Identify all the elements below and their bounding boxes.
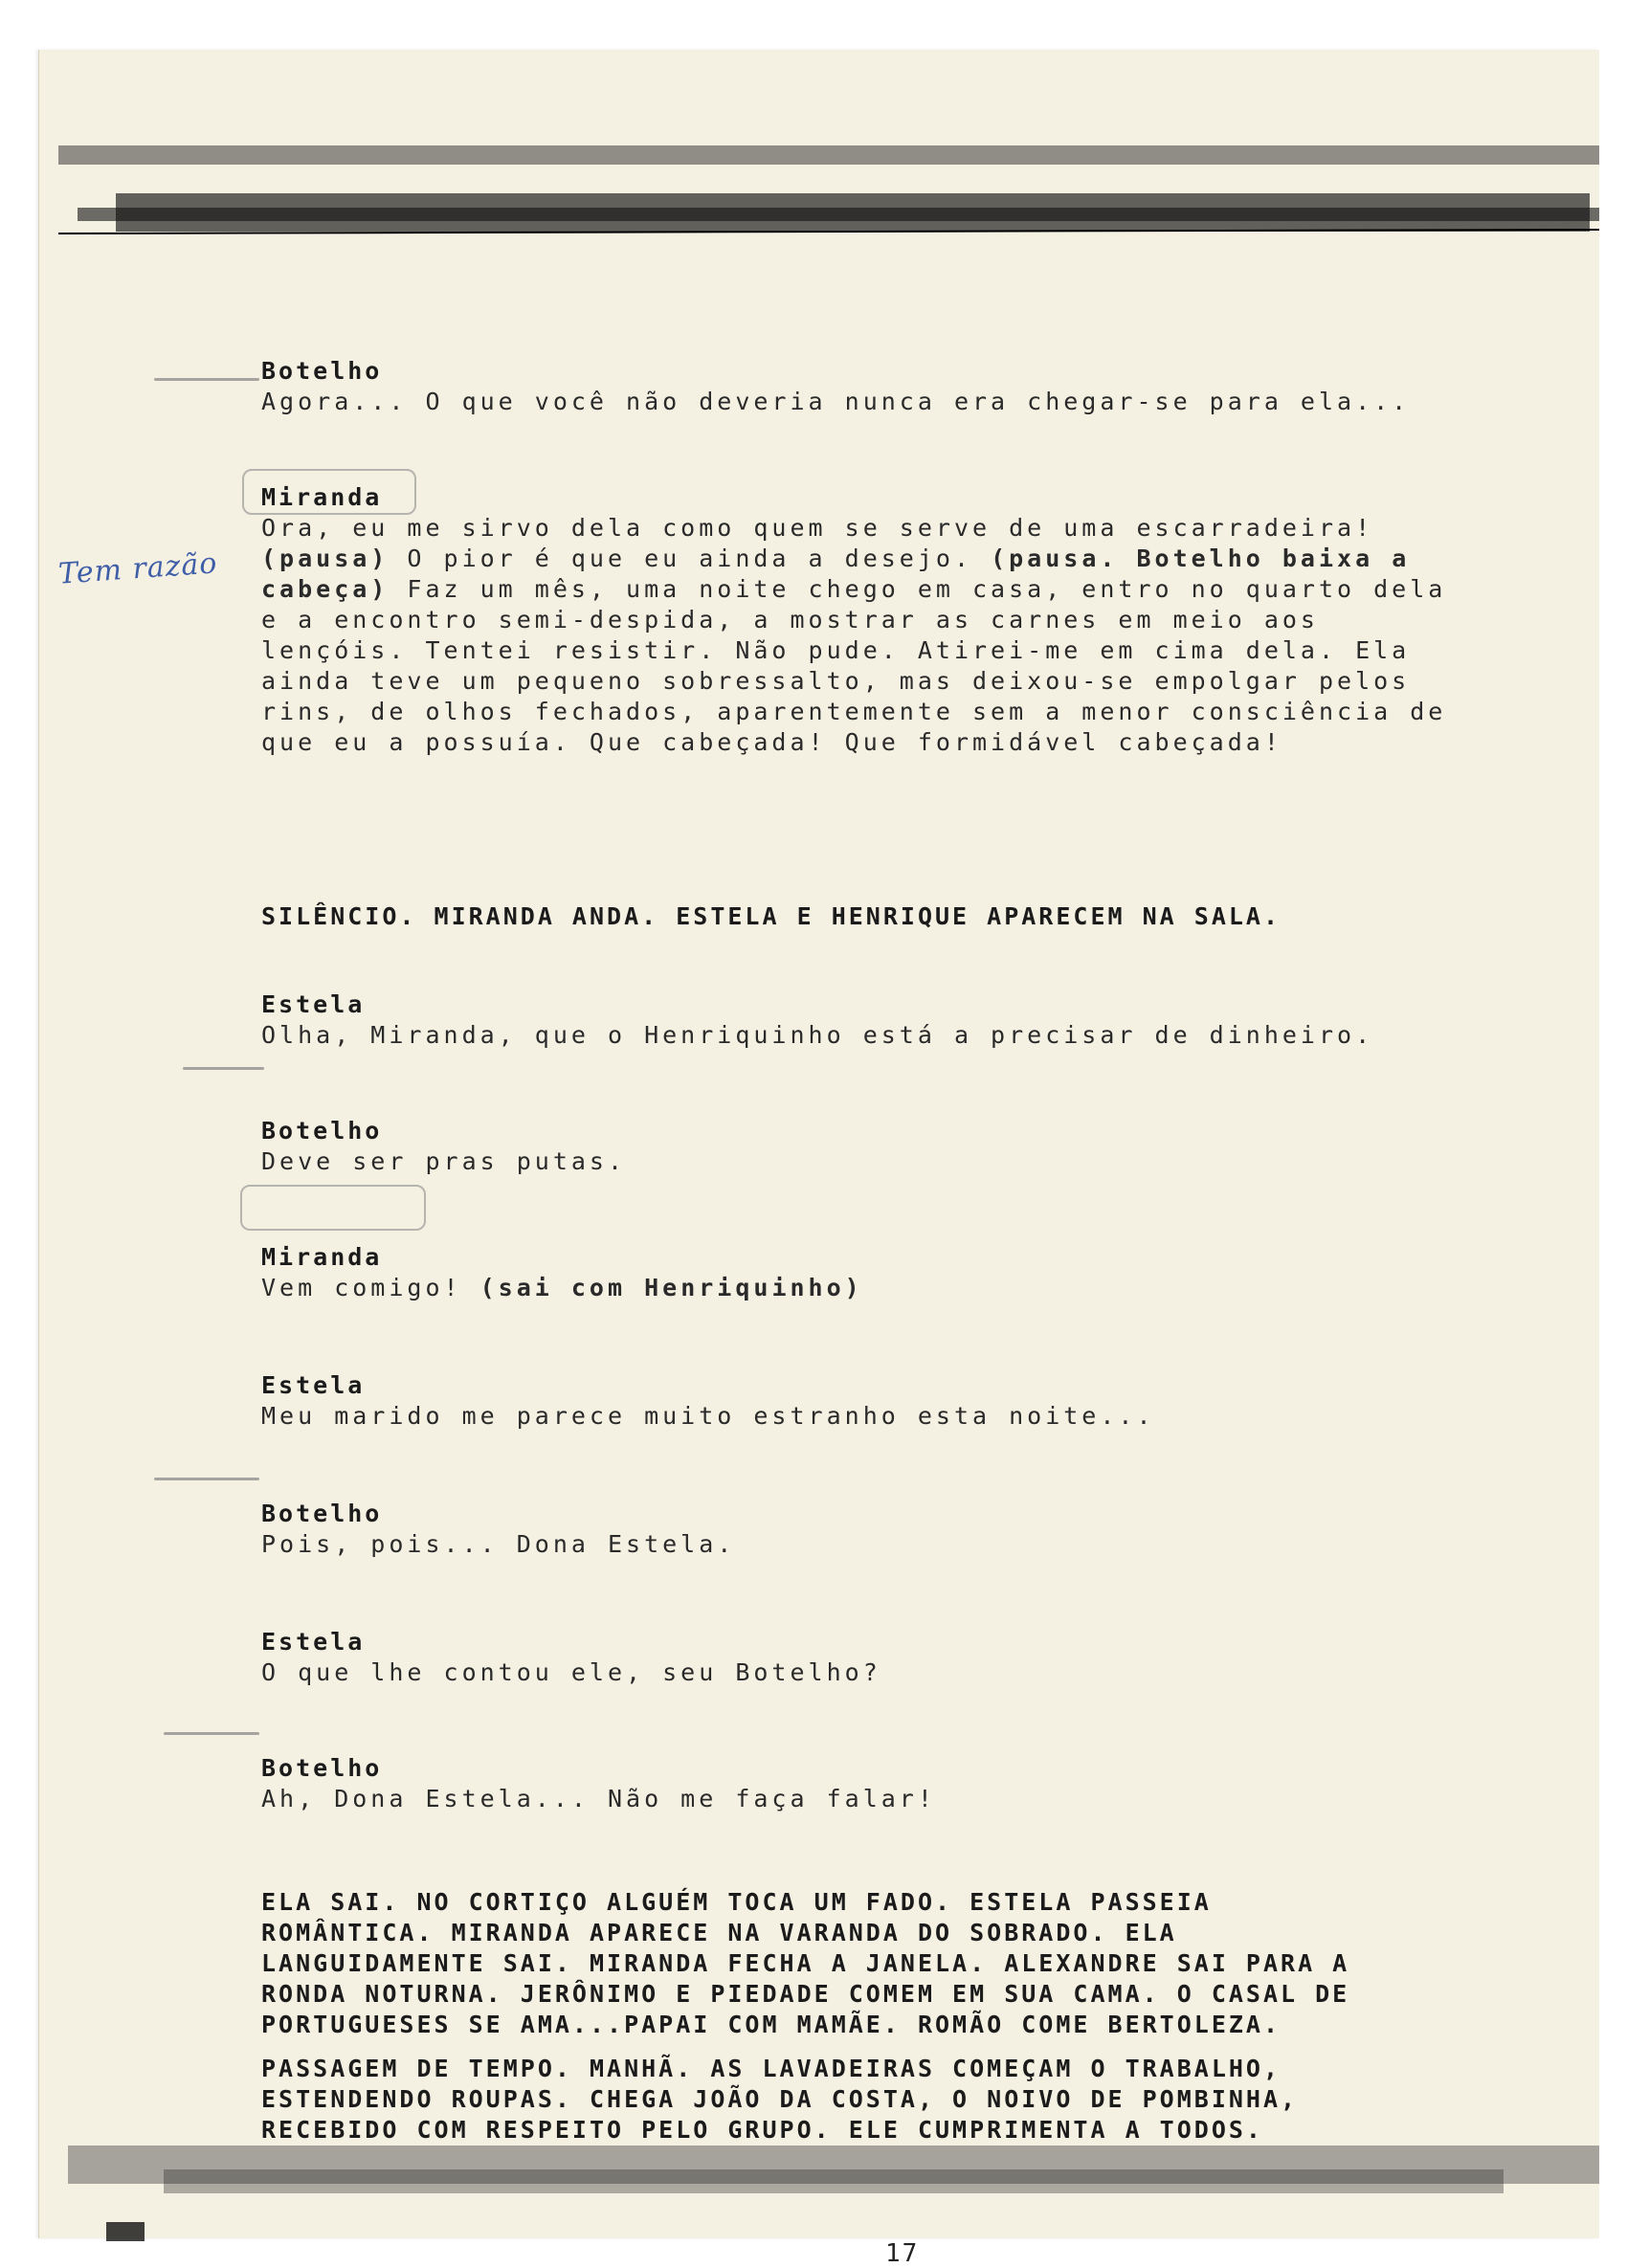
dialogue-block: [261, 356, 1553, 417]
stage-direction-line: PASSAGEM DE TEMPO. MANHÃ. AS LAVADEIRAS COMEÇAM O TRABALHO,: [261, 2055, 1282, 2082]
stage-direction-line: PORTUGUESES SE AMA...PAPAI COM MAMÃE. ROMÃO COME BERTOLEZA.: [261, 2011, 1282, 2038]
dialogue-line: [261, 574, 1553, 605]
dialogue-text: Vem comigo!: [261, 1274, 480, 1301]
dialogue-line: Agora... O que você não deveria nunca era chegar-se para ela...: [261, 388, 1411, 415]
dialogue-line: ainda teve um pequeno sobressalto, mas deixou-se empolgar pelos: [261, 667, 1411, 695]
pencil-mark: [154, 1478, 259, 1480]
speaker-name: Botelho: [261, 1754, 383, 1782]
dialogue-block: [261, 1627, 1553, 1688]
dialogue-line: Deve ser pras putas.: [261, 1147, 627, 1175]
dialogue-line: Pois, pois... Dona Estela.: [261, 1530, 736, 1558]
dialogue-text: O pior é que eu ainda a desejo.: [389, 545, 992, 572]
dialogue-block: [261, 989, 1553, 1051]
pencil-mark: [183, 1067, 264, 1070]
pencil-box-mark: [240, 1185, 426, 1231]
bottom-photocopy-smudge: [68, 2136, 1599, 2241]
dialogue-text: Faz um mês, uma noite chego em casa, entro no quarto dela: [389, 575, 1447, 603]
stage-direction: SILÊNCIO. MIRANDA ANDA. ESTELA E HENRIQUE APARECEM NA SALA.: [261, 902, 1282, 930]
pencil-mark: [164, 1732, 259, 1735]
stage-direction-inline: (sai com Henriquinho): [479, 1274, 863, 1301]
dialogue-line: Ah, Dona Estela... Não me faça falar!: [261, 1785, 936, 1812]
stage-direction-line: RECEBIDO COM RESPEITO PELO GRUPO. ELE CUMPRIMENTA A TODOS.: [261, 2116, 1263, 2144]
handwritten-margin-note: Tem razão: [56, 546, 219, 591]
stage-direction-inline: cabeça): [261, 575, 390, 603]
page-number: 17: [885, 2239, 920, 2268]
stage-direction-paragraph: [261, 1887, 1553, 2040]
dialogue-block: [261, 482, 1553, 758]
speaker-name: Botelho: [261, 1117, 383, 1145]
dialogue-line: O que lhe contou ele, seu Botelho?: [261, 1658, 881, 1686]
speaker-name: Botelho: [261, 357, 383, 385]
speaker-name: Estela: [261, 990, 366, 1018]
speaker-name: Botelho: [261, 1500, 383, 1527]
speaker-name: Miranda: [261, 483, 383, 511]
dialogue-line: que eu a possuía. Que cabeçada! Que formidável cabeçada!: [261, 728, 1282, 756]
dialogue-line: [261, 1273, 1553, 1303]
dialogue-line: Ora, eu me sirvo dela como quem se serve de uma escarradeira!: [261, 514, 1374, 542]
script-page: [38, 50, 1599, 2268]
stage-direction-line: ELA SAI. NO CORTIÇO ALGUÉM TOCA UM FADO. ESTELA PASSEIA: [261, 1888, 1212, 1916]
dialogue-block: [261, 1242, 1553, 1303]
dialogue-block: [261, 1499, 1553, 1560]
dialogue-line: Olha, Miranda, que o Henriquinho está a precisar de dinheiro.: [261, 1021, 1374, 1049]
stage-direction-paragraph: [261, 2054, 1553, 2146]
dialogue-line: rins, de olhos fechados, aparentemente sem a menor consciência de: [261, 698, 1447, 725]
speaker-name: Estela: [261, 1628, 366, 1656]
top-photocopy-smudge: [58, 145, 1599, 241]
dialogue-block: [261, 1370, 1553, 1432]
stage-direction-line: RONDA NOTURNA. JERÔNIMO E PIEDADE COMEM EM SUA CAMA. O CASAL DE: [261, 1980, 1350, 2008]
dialogue-block: [261, 1753, 1553, 1814]
speaker-name: Estela: [261, 1371, 366, 1399]
stage-direction-line: LANGUIDAMENTE SAI. MIRANDA FECHA A JANELA. ALEXANDRE SAI PARA A: [261, 1949, 1350, 1977]
speaker-name: Miranda: [261, 1243, 383, 1271]
pencil-mark: [154, 378, 259, 381]
stage-direction-line: ROMÂNTICA. MIRANDA APARECE NA VARANDA DO SOBRADO. ELA: [261, 1919, 1177, 1946]
dialogue-line: e a encontro semi-despida, a mostrar as carnes em meio aos: [261, 606, 1319, 634]
stage-direction-line: ESTENDENDO ROUPAS. CHEGA JOÃO DA COSTA, O NOIVO DE POMBINHA,: [261, 2085, 1299, 2113]
dialogue-block: [261, 1116, 1553, 1177]
dialogue-line: Meu marido me parece muito estranho esta noite...: [261, 1402, 1155, 1430]
stage-direction-inline: (pausa): [261, 545, 390, 572]
dialogue-line: [261, 544, 1553, 574]
stage-direction-inline: (pausa. Botelho baixa a: [991, 545, 1411, 572]
dialogue-line: lençóis. Tentei resistir. Não pude. Atirei-me em cima dela. Ela: [261, 636, 1411, 664]
